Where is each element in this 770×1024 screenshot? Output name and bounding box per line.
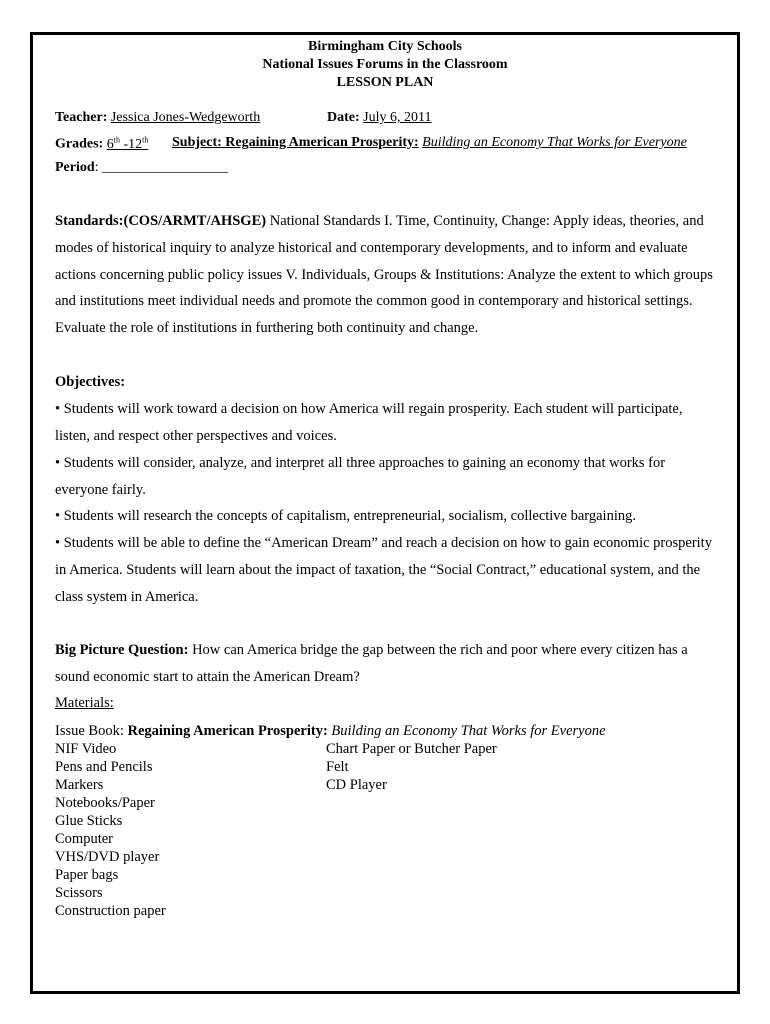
big-picture-label: Big Picture Question: <box>55 642 189 658</box>
period-label: Period <box>55 160 95 175</box>
issue-book-title: Regaining American Prosperity: <box>127 723 328 739</box>
school-name: Birmingham City Schools <box>307 39 462 54</box>
material-item: CD Player <box>326 777 387 793</box>
grades-row <box>55 135 148 153</box>
big-picture-paragraph <box>55 637 720 691</box>
material-item: Scissors <box>55 885 103 901</box>
period-row <box>55 160 228 176</box>
objectives-label: Objectives: <box>55 374 126 390</box>
objective-item: • Students will work toward a decision on how America will regain prosperity. Each student will participate, listen, and respect other perspectives and voices. <box>55 401 683 444</box>
grades-label: Grades: <box>55 136 104 152</box>
material-item: Paper bags <box>55 867 119 883</box>
document-title: LESSON PLAN <box>336 75 434 90</box>
date-label: Date: <box>327 110 360 125</box>
materials-left-list <box>55 740 166 920</box>
subject-label: Subject: Regaining American Prosperity: <box>172 135 419 150</box>
objectives-heading <box>55 369 720 396</box>
material-item: Notebooks/Paper <box>55 795 155 811</box>
material-item: Pens and Pencils <box>55 759 153 775</box>
big-picture-text: How can America bridge the gap between the rich and poor where every citizen has a sound economic start to attain the American Dream? <box>55 642 688 685</box>
material-item: Construction paper <box>55 903 166 919</box>
grades-from-sup: th <box>113 135 120 144</box>
material-item: Chart Paper or Butcher Paper <box>326 741 497 757</box>
objective-item: • Students will be able to define the “American Dream” and reach a decision on how to gain economic prosperity in America. Students will learn about the impact of taxation, the “Social Contract,” educational system, and the class system in America. <box>55 535 712 605</box>
period-blank: : __________________ <box>94 160 229 175</box>
material-item: Markers <box>55 777 104 793</box>
materials-heading <box>55 690 720 717</box>
material-item: Computer <box>55 831 113 847</box>
grades-to: -12 <box>119 136 143 152</box>
objective-item: • Students will research the concepts of capitalism, entrepreneurial, socialism, collective bargaining. <box>55 508 636 524</box>
standards-label: Standards:(COS/ARMT/AHSGE) <box>55 213 267 229</box>
subject-row <box>172 135 687 151</box>
date-value: July 6, 2011 <box>363 110 432 125</box>
objective-item: • Students will consider, analyze, and interpret all three approaches to gaining an economy that works for everyone fairly. <box>55 455 666 498</box>
grades-from: 6 <box>106 136 114 152</box>
date-row <box>327 110 431 126</box>
material-item: NIF Video <box>55 741 117 757</box>
grades-value <box>107 137 149 152</box>
materials-right-list <box>326 740 497 794</box>
issue-book-prefix: Issue Book: <box>55 723 128 739</box>
material-item: VHS/DVD player <box>55 849 160 865</box>
program-name: National Issues Forums in the Classroom <box>262 57 508 72</box>
material-item: Felt <box>326 759 349 775</box>
teacher-row <box>55 110 260 126</box>
subject-subtitle: Building an Economy That Works for Everyone <box>422 135 687 150</box>
materials-label: Materials: <box>55 695 114 711</box>
issue-book-subtitle: Building an Economy That Works for Everyone <box>327 723 606 739</box>
teacher-name: Jessica Jones-Wedgeworth <box>110 110 261 125</box>
standards-paragraph <box>55 208 720 342</box>
standards-text: National Standards I. Time, Continuity, Change: Apply ideas, theories, and modes of historical inquiry to analyze historical and contemporary developments, and to inform and evaluate actions concerning public policy issues V. Individuals, Groups & Institutions: Analyze the extent to which groups and institutions meet individual needs and promote the common good in contemporary and historical settings. Evaluate the role of institutions in furthering both continuity and change. <box>55 213 713 337</box>
issue-book-line <box>55 722 606 740</box>
grades-to-sup: th <box>142 135 149 144</box>
material-item: Glue Sticks <box>55 813 123 829</box>
teacher-label: Teacher: <box>55 110 108 125</box>
